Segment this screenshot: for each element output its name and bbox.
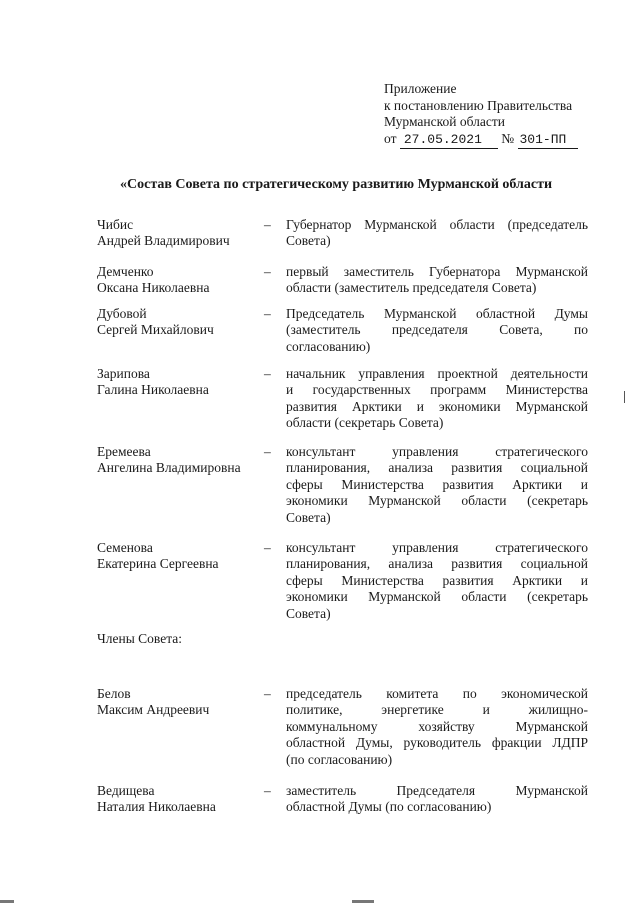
role-line: планирования, анализа развития социальной bbox=[286, 460, 588, 476]
role-description bbox=[286, 444, 588, 526]
role-line: Председатель Мурманской областной Думы bbox=[286, 306, 588, 321]
resolution-date: 27.05.2021 bbox=[400, 132, 498, 150]
role-line: коммунальному хозяйству Мурманской bbox=[286, 718, 588, 734]
given-names: Сергей Михайлович bbox=[97, 322, 214, 338]
role-line: планирования, анализа развития социальной bbox=[286, 556, 588, 572]
given-names: Наталия Николаевна bbox=[97, 799, 216, 815]
dash: – bbox=[264, 540, 271, 555]
surname: Чибис bbox=[97, 217, 134, 232]
appendix-header bbox=[384, 81, 578, 149]
role-line: (по согласованию) bbox=[286, 751, 393, 767]
dash: – bbox=[264, 366, 271, 381]
given-names: Оксана Николаевна bbox=[97, 280, 210, 296]
resolution-number: 301-ПП bbox=[518, 132, 578, 150]
from-label: от bbox=[384, 130, 397, 146]
person-name bbox=[97, 366, 262, 399]
number-label: № bbox=[501, 130, 515, 146]
role-description bbox=[286, 783, 588, 816]
surname: Семенова bbox=[97, 540, 153, 555]
role-line: Совета) bbox=[286, 509, 331, 525]
members-label: Члены Совета: bbox=[97, 631, 183, 646]
given-names: Галина Николаевна bbox=[97, 382, 209, 398]
role-line: сферы Министерства развития Арктики и bbox=[286, 572, 588, 588]
given-names: Ангелина Владимировна bbox=[97, 460, 241, 476]
appendix-line-2: к постановлению Правительства bbox=[384, 97, 573, 113]
dash: – bbox=[264, 686, 271, 701]
role-line: консультант управления стратегического bbox=[286, 444, 588, 459]
role-line: Совета) bbox=[286, 233, 331, 249]
person-name bbox=[97, 264, 262, 297]
dash: – bbox=[264, 783, 271, 798]
document-title: «Состав Совета по стратегическому развитию Мурманской области bbox=[120, 177, 553, 192]
role-description bbox=[286, 366, 588, 432]
role-line: экономики Мурманской области (секретарь bbox=[286, 493, 588, 509]
given-names: Екатерина Сергеевна bbox=[97, 556, 219, 572]
person-name bbox=[97, 540, 262, 573]
appendix-line-1: Приложение bbox=[384, 81, 457, 96]
dash: – bbox=[264, 217, 271, 232]
role-description bbox=[286, 306, 588, 355]
dash: – bbox=[264, 264, 271, 279]
dash: – bbox=[264, 444, 271, 459]
person-name bbox=[97, 686, 262, 719]
surname: Еремеева bbox=[97, 444, 151, 459]
surname: Ведищева bbox=[97, 783, 155, 798]
appendix-date-line bbox=[384, 131, 578, 150]
surname: Дубовой bbox=[97, 306, 147, 321]
role-line: Совета) bbox=[286, 605, 331, 621]
person-name bbox=[97, 217, 262, 250]
surname: Зарипова bbox=[97, 366, 150, 381]
scan-edge-mark bbox=[624, 391, 625, 403]
role-line: области (заместитель председателя Совета) bbox=[286, 280, 537, 296]
role-line: согласованию) bbox=[286, 338, 371, 354]
role-line: политике, энергетике и жилищно- bbox=[286, 702, 588, 718]
person-name bbox=[97, 306, 262, 339]
role-line: Губернатор Мурманской области (председатель bbox=[286, 217, 588, 232]
given-names: Андрей Владимирович bbox=[97, 233, 230, 249]
role-line: начальник управления проектной деятельности bbox=[286, 366, 588, 381]
role-line: сферы Министерства развития Арктики и bbox=[286, 476, 588, 492]
person-name bbox=[97, 783, 262, 816]
role-line: областной Думы, руководитель фракции ЛДПР bbox=[286, 735, 588, 751]
role-line: экономики Мурманской области (секретарь bbox=[286, 589, 588, 605]
role-description bbox=[286, 540, 588, 622]
role-line: (заместитель председателя Совета, по bbox=[286, 322, 588, 338]
appendix-line-3: Мурманской области bbox=[384, 114, 505, 129]
role-description bbox=[286, 264, 588, 297]
given-names: Максим Андреевич bbox=[97, 702, 210, 718]
role-line: заместитель Председателя Мурманской bbox=[286, 783, 588, 798]
role-line: председатель комитета по экономической bbox=[286, 686, 588, 701]
role-line: первый заместитель Губернатора Мурманской bbox=[286, 264, 588, 279]
dash: – bbox=[264, 306, 271, 321]
person-name bbox=[97, 444, 262, 477]
role-line: областной Думы (по согласованию) bbox=[286, 799, 492, 815]
role-line: и государственных программ Министерства bbox=[286, 382, 588, 398]
surname: Демченко bbox=[97, 264, 154, 279]
role-line: консультант управления стратегического bbox=[286, 540, 588, 555]
scan-bottom-mark bbox=[352, 900, 374, 903]
role-line: области (секретарь Совета) bbox=[286, 415, 444, 431]
role-description bbox=[286, 686, 588, 768]
role-description bbox=[286, 217, 588, 250]
scan-bottom-mark bbox=[0, 900, 14, 903]
surname: Белов bbox=[97, 686, 131, 701]
role-line: развития Арктики и экономики Мурманской bbox=[286, 398, 588, 414]
